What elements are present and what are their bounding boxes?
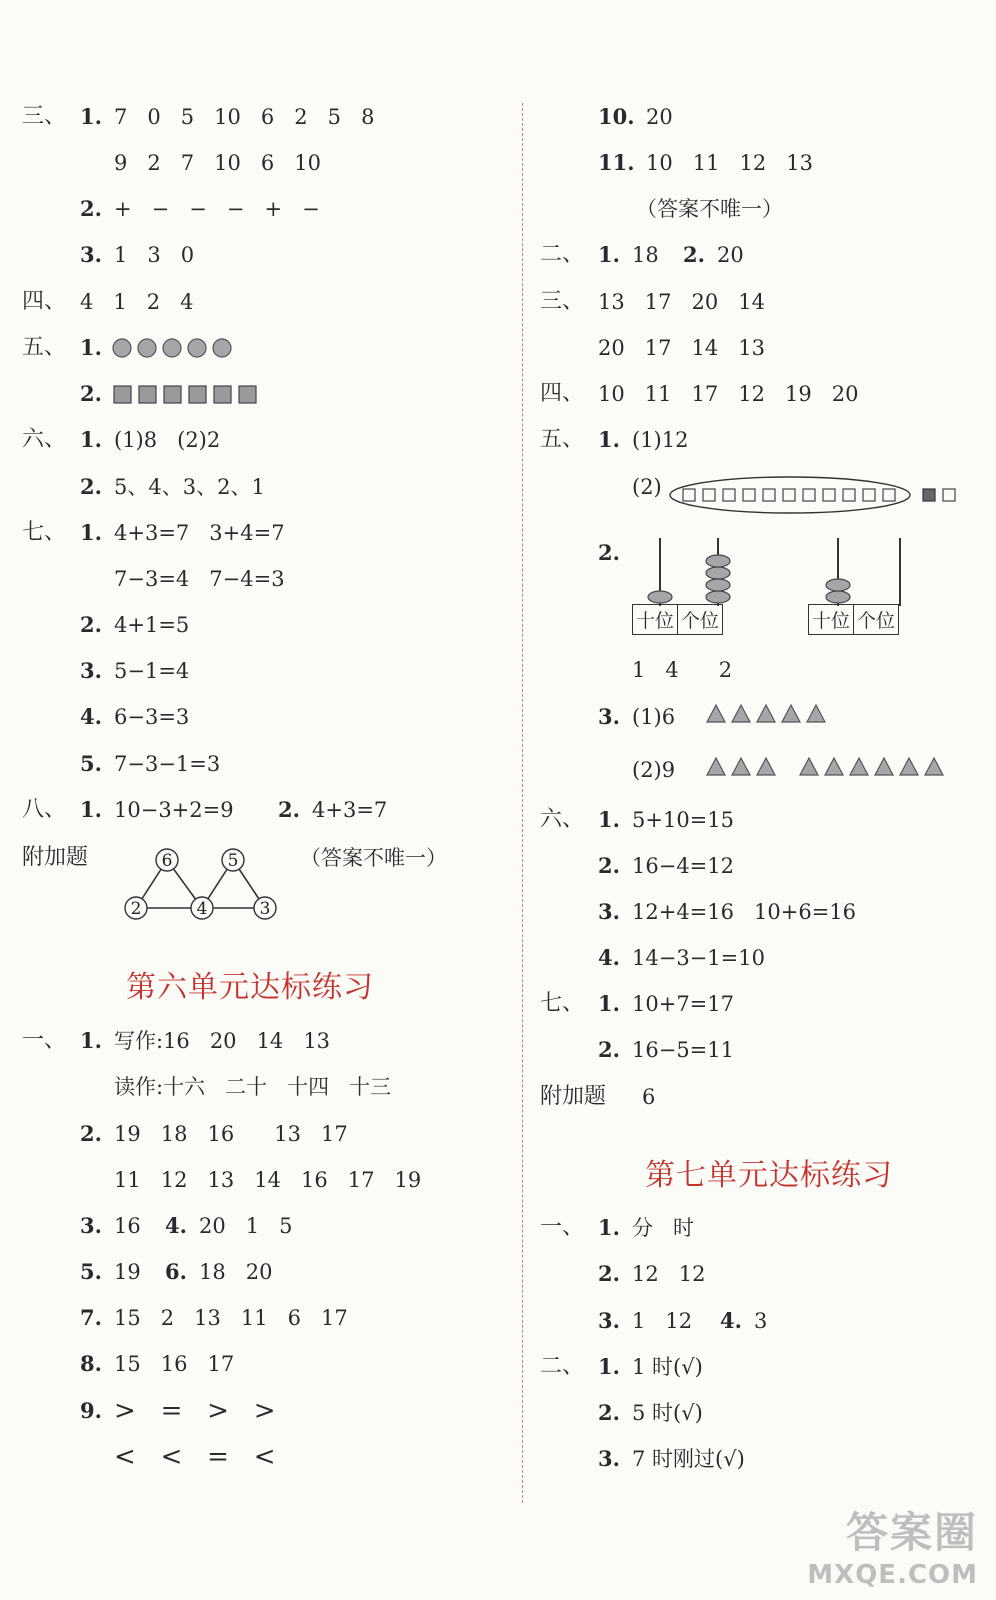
question-number: 4. bbox=[720, 1308, 742, 1333]
section-label: 二、 bbox=[540, 1354, 585, 1379]
question-number: 2. bbox=[598, 853, 620, 878]
ones-label: 个位 bbox=[677, 605, 722, 634]
question-number: 3. bbox=[80, 242, 102, 267]
answer-line: 1 4 2 bbox=[632, 658, 733, 682]
question-number: 1. bbox=[80, 335, 102, 360]
question-number: 2. bbox=[80, 1121, 102, 1146]
question-number: 1. bbox=[80, 1028, 102, 1053]
question-number: 1. bbox=[598, 1215, 620, 1240]
answer-line: 4+3=7 3+4=7 bbox=[114, 521, 285, 545]
answer-line: (2) bbox=[632, 475, 662, 499]
answer-line: 7−3=4 7−4=3 bbox=[114, 567, 285, 591]
answer-line: 5+10=15 bbox=[632, 808, 734, 832]
section-label: 六、 bbox=[540, 807, 585, 832]
answer-line: 分 时 bbox=[632, 1216, 695, 1240]
abacus-diagram bbox=[630, 536, 950, 608]
answer-line: 3 bbox=[754, 1309, 768, 1333]
answer-line: 读作:十六 二十 十四 十三 bbox=[114, 1075, 392, 1099]
question-number: 6. bbox=[165, 1259, 187, 1284]
question-number: 5. bbox=[80, 751, 102, 776]
section-label: 二、 bbox=[540, 242, 585, 267]
answer-line: 写作:16 20 14 13 bbox=[114, 1029, 331, 1053]
section-label: 四、 bbox=[22, 289, 67, 314]
answer-line: (1)12 bbox=[632, 428, 689, 452]
question-number: 3. bbox=[598, 1446, 620, 1471]
answer-line: 16−4=12 bbox=[632, 854, 734, 878]
triangle-node: 4 bbox=[196, 899, 208, 919]
question-number: 1. bbox=[80, 520, 102, 545]
triangle-node: 6 bbox=[161, 851, 173, 871]
answer-note: （答案不唯一） bbox=[300, 846, 447, 870]
answer-line: 7 时刚过(√) bbox=[632, 1447, 745, 1471]
watermark-logo-text: 答案圈 bbox=[845, 1508, 978, 1557]
answer-note: （答案不唯一） bbox=[636, 197, 783, 221]
question-number: 11. bbox=[598, 150, 635, 175]
question-number: 2. bbox=[80, 196, 102, 221]
question-number: 3. bbox=[598, 1308, 620, 1333]
number-triangle-diagram bbox=[118, 842, 288, 926]
question-number: 2. bbox=[598, 540, 620, 565]
question-number: 2. bbox=[598, 1037, 620, 1062]
extra-question-label: 附加题 bbox=[22, 845, 89, 870]
question-number: 1. bbox=[80, 797, 102, 822]
answer-line: 7−3−1=3 bbox=[114, 752, 221, 776]
section-label: 三、 bbox=[540, 289, 585, 314]
answer-line: 10 11 17 12 19 20 bbox=[598, 382, 859, 406]
answer-line: 5、4、3、2、1 bbox=[114, 475, 265, 499]
answer-line: 12+4=16 10+6=16 bbox=[632, 900, 857, 924]
question-number: 2. bbox=[278, 797, 300, 822]
answer-line: 20 17 14 13 bbox=[598, 336, 765, 360]
column-divider bbox=[522, 103, 523, 1503]
answer-line: 15 16 17 bbox=[114, 1352, 235, 1376]
answer-line: > = > > bbox=[114, 1396, 276, 1426]
answer-line: 6−3=3 bbox=[114, 705, 190, 729]
answer-line: 11 12 13 14 16 17 19 bbox=[114, 1168, 422, 1192]
answer-line: 10−3+2=9 bbox=[114, 798, 234, 822]
question-number: 3. bbox=[80, 1213, 102, 1238]
answer-line: 10+7=17 bbox=[632, 992, 734, 1016]
answer-line: 13 17 20 14 bbox=[598, 290, 765, 314]
watermark-url: MXQE.COM bbox=[807, 1560, 978, 1590]
question-number: 3. bbox=[80, 658, 102, 683]
watermark bbox=[807, 1500, 978, 1590]
question-number: 9. bbox=[80, 1398, 102, 1423]
question-number: 2. bbox=[598, 1261, 620, 1286]
answer-line: 4+3=7 bbox=[312, 798, 388, 822]
section-label: 一、 bbox=[540, 1215, 585, 1240]
answer-line: 19 18 16 13 17 bbox=[114, 1122, 348, 1146]
triangle-node: 5 bbox=[227, 851, 239, 871]
question-number: 4. bbox=[80, 704, 102, 729]
question-number: 2. bbox=[80, 381, 102, 406]
question-number: 1. bbox=[80, 104, 102, 129]
question-number: 3. bbox=[598, 899, 620, 924]
triangle-row-icon bbox=[706, 703, 836, 725]
question-number: 5. bbox=[80, 1259, 102, 1284]
section-label: 八、 bbox=[22, 797, 67, 822]
answer-line: (1)6 bbox=[632, 705, 676, 729]
question-number: 2. bbox=[598, 1400, 620, 1425]
question-number: 3. bbox=[598, 704, 620, 729]
question-number: 1. bbox=[598, 991, 620, 1016]
answer-line: 5 时(√) bbox=[632, 1401, 703, 1425]
section-label: 三、 bbox=[22, 104, 67, 129]
section-label: 一、 bbox=[22, 1028, 67, 1053]
question-number: 1. bbox=[598, 807, 620, 832]
question-number: 2. bbox=[683, 242, 705, 267]
answer-line: 20 1 5 bbox=[199, 1214, 293, 1238]
answer-line: 18 20 bbox=[199, 1260, 273, 1284]
answer-line: 4+1=5 bbox=[114, 613, 190, 637]
answer-line: 18 bbox=[632, 243, 659, 267]
answer-line: (1)8 (2)2 bbox=[114, 428, 221, 452]
extra-question-label: 附加题 bbox=[540, 1084, 607, 1109]
section-label: 四、 bbox=[540, 381, 585, 406]
answer-line: 5−1=4 bbox=[114, 659, 190, 683]
question-number: 4. bbox=[598, 945, 620, 970]
tens-label: 十位 bbox=[636, 610, 675, 632]
answer-line: 19 bbox=[114, 1260, 141, 1284]
question-number: 4. bbox=[165, 1213, 187, 1238]
triangle-node: 2 bbox=[130, 899, 142, 919]
section-label: 七、 bbox=[540, 991, 585, 1016]
answer-line: < < = < bbox=[114, 1442, 276, 1472]
answer-line: 1 12 bbox=[632, 1309, 693, 1333]
answer-line: 20 bbox=[717, 243, 744, 267]
answer-line: 1 3 0 bbox=[114, 243, 195, 267]
ones-label: 个位 bbox=[853, 605, 898, 634]
answer-line: 9 2 7 10 6 10 bbox=[114, 151, 322, 175]
answer-line: (2)9 bbox=[632, 758, 676, 782]
question-number: 1. bbox=[80, 427, 102, 452]
grouped-squares-icon bbox=[668, 474, 968, 516]
answer-line: 15 2 13 11 6 17 bbox=[114, 1306, 348, 1330]
question-number: 1. bbox=[598, 427, 620, 452]
section-label: 五、 bbox=[22, 335, 67, 360]
unit-title: 第七单元达标练习 bbox=[645, 1158, 893, 1193]
answer-line: 10 11 12 13 bbox=[646, 151, 813, 175]
question-number: 1. bbox=[598, 242, 620, 267]
triangle-row-icon bbox=[706, 756, 956, 778]
question-number: 1. bbox=[598, 1354, 620, 1379]
answer-line: 14−3−1=10 bbox=[632, 946, 765, 970]
answer-line: 12 12 bbox=[632, 1262, 706, 1286]
answer-line: + − − − + − bbox=[114, 197, 320, 221]
triangle-node: 3 bbox=[259, 899, 271, 919]
question-number: 7. bbox=[80, 1305, 102, 1330]
answer-line: 1 时(√) bbox=[632, 1355, 703, 1379]
circle-row-icon bbox=[112, 337, 242, 359]
section-label: 六、 bbox=[22, 427, 67, 452]
abacus-place-labels bbox=[632, 604, 723, 635]
question-number: 8. bbox=[80, 1351, 102, 1376]
section-label: 七、 bbox=[22, 520, 67, 545]
answer-line: 20 bbox=[646, 105, 673, 129]
answer-line: 4 1 2 4 bbox=[80, 290, 194, 314]
section-label: 五、 bbox=[540, 427, 585, 452]
answer-line: 16 bbox=[114, 1214, 141, 1238]
abacus-place-labels bbox=[808, 604, 899, 635]
unit-title: 第六单元达标练习 bbox=[126, 970, 374, 1005]
answer-line: 7 0 5 10 6 2 5 8 bbox=[114, 105, 375, 129]
question-number: 10. bbox=[598, 104, 635, 129]
question-number: 2. bbox=[80, 474, 102, 499]
tens-label: 十位 bbox=[812, 610, 851, 632]
answer-line: 6 bbox=[642, 1085, 656, 1109]
question-number: 2. bbox=[80, 612, 102, 637]
square-row-icon bbox=[112, 384, 272, 406]
answer-line: 16−5=11 bbox=[632, 1038, 734, 1062]
